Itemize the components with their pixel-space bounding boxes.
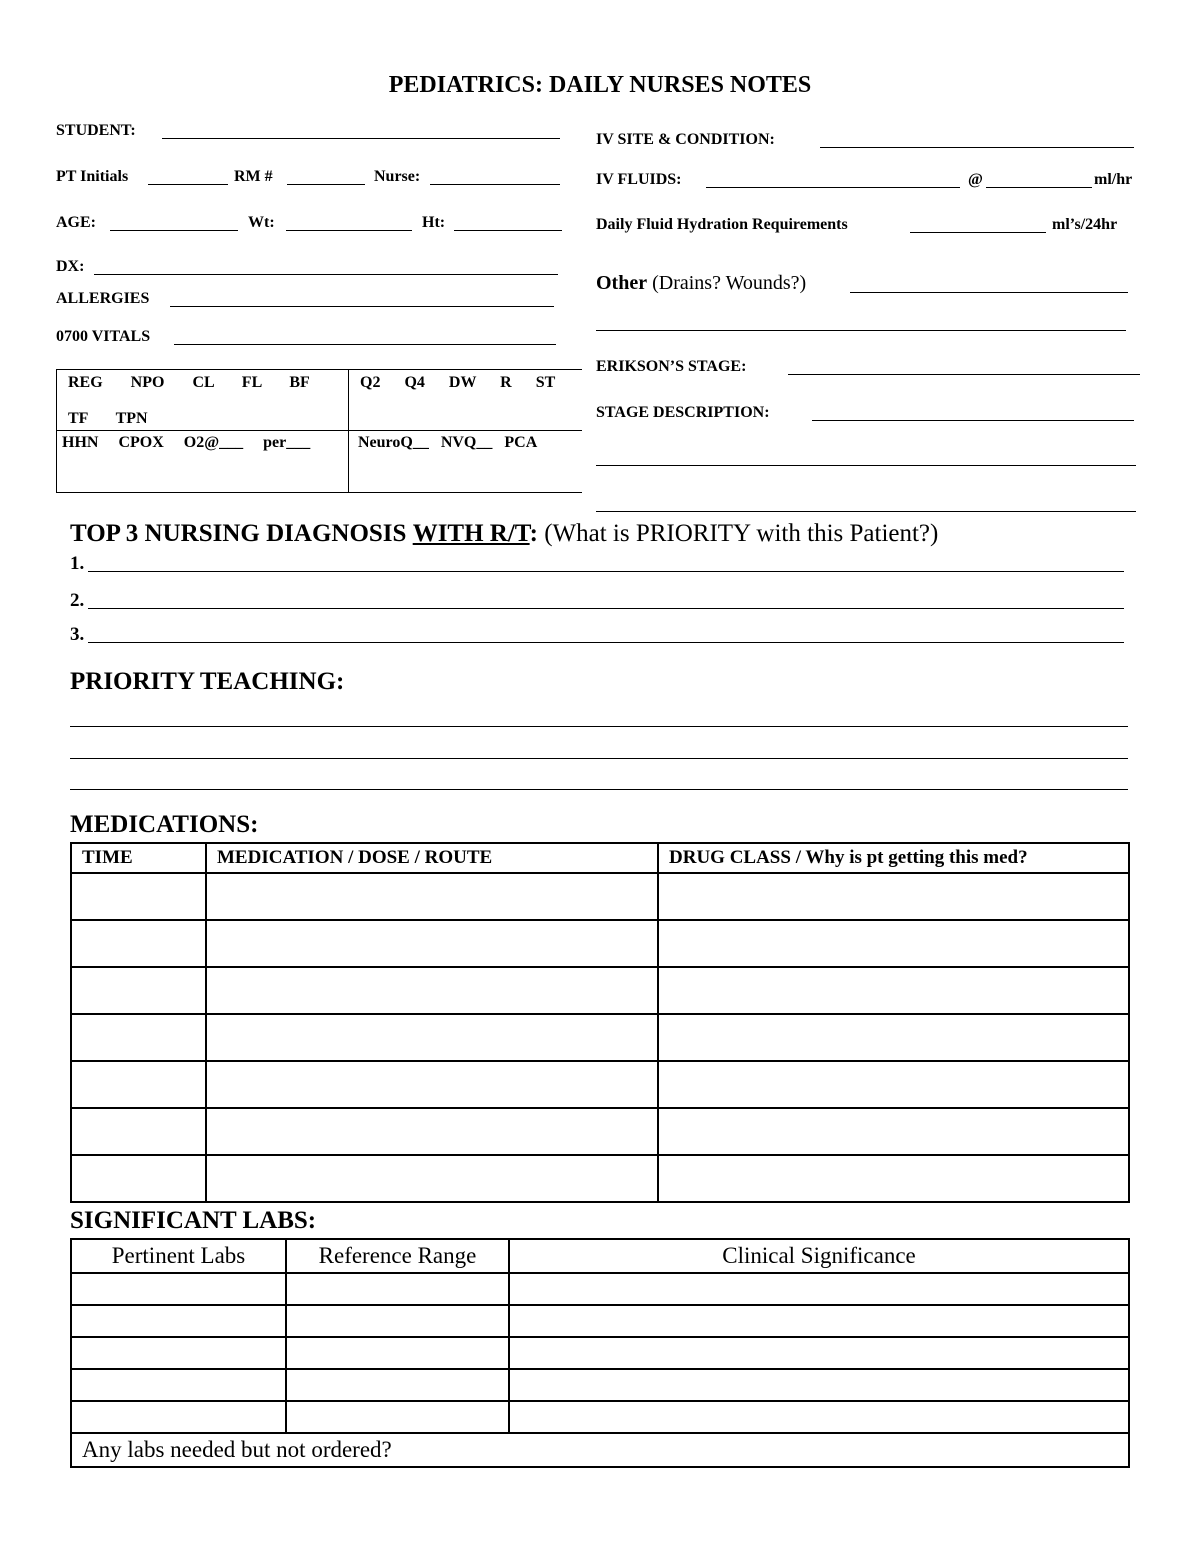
table-cell[interactable] xyxy=(286,1305,509,1337)
table-row xyxy=(71,1369,1129,1401)
orders-nutrition-options: TF TPN xyxy=(68,410,148,427)
table-cell[interactable] xyxy=(206,873,658,920)
table-cell[interactable] xyxy=(658,873,1129,920)
table-cell[interactable] xyxy=(206,967,658,1014)
student-label: STUDENT: xyxy=(56,122,136,139)
allergies-label: ALLERGIES xyxy=(56,290,150,307)
diagnosis-number-3: 3. xyxy=(70,624,85,645)
vitals-label: 0700 VITALS xyxy=(56,328,151,345)
nurse-field[interactable] xyxy=(430,184,560,185)
stage-description-label: STAGE DESCRIPTION: xyxy=(596,404,770,421)
table-cell[interactable] xyxy=(658,1108,1129,1155)
stage-description-field-3[interactable] xyxy=(596,511,1136,512)
table-row xyxy=(71,1108,1129,1155)
diagnosis-field-1[interactable] xyxy=(88,571,1124,572)
table-cell[interactable] xyxy=(71,1305,286,1337)
table-row xyxy=(71,1014,1129,1061)
ml-hr-label: ml/hr xyxy=(1094,171,1133,188)
table-cell[interactable] xyxy=(206,920,658,967)
column-header-time: TIME xyxy=(71,843,206,873)
medications-table xyxy=(70,842,1130,1203)
table-cell[interactable] xyxy=(509,1337,1129,1369)
medications-heading: MEDICATIONS: xyxy=(70,811,259,838)
pt-initials-label: PT Initials xyxy=(56,168,129,185)
table-cell[interactable] xyxy=(71,1337,286,1369)
table-row xyxy=(71,1155,1129,1202)
table-cell[interactable] xyxy=(71,1061,206,1108)
hydration-label: Daily Fluid Hydration Requirements xyxy=(596,216,848,233)
orders-diet-options: REG NPO CL FL BF xyxy=(68,374,310,391)
teaching-heading: PRIORITY TEACHING: xyxy=(70,668,345,695)
column-header-clinical-significance: Clinical Significance xyxy=(509,1239,1129,1273)
column-header-medication: MEDICATION / DOSE / ROUTE xyxy=(206,843,658,873)
diagnosis-field-3[interactable] xyxy=(88,642,1124,643)
erikson-field[interactable] xyxy=(788,374,1140,375)
mls-24hr-label: ml’s/24hr xyxy=(1052,216,1118,233)
table-cell[interactable] xyxy=(658,920,1129,967)
teaching-field-1[interactable] xyxy=(70,726,1128,727)
wt-field[interactable] xyxy=(286,230,412,231)
table-header-row xyxy=(71,843,1129,873)
table-cell[interactable] xyxy=(658,1155,1129,1202)
table-cell[interactable] xyxy=(71,1014,206,1061)
diagnosis-number-2: 2. xyxy=(70,590,85,611)
labs-table xyxy=(70,1238,1130,1468)
table-cell[interactable] xyxy=(509,1305,1129,1337)
allergies-field[interactable] xyxy=(170,306,554,307)
other-field-2[interactable] xyxy=(596,330,1126,331)
table-row xyxy=(71,1305,1129,1337)
dx-field[interactable] xyxy=(94,274,558,275)
table-cell[interactable] xyxy=(206,1014,658,1061)
table-cell[interactable] xyxy=(286,1401,509,1433)
column-header-reference-range: Reference Range xyxy=(286,1239,509,1273)
hydration-field[interactable] xyxy=(910,232,1046,233)
table-cell[interactable] xyxy=(286,1273,509,1305)
diagnosis-field-2[interactable] xyxy=(88,608,1124,609)
iv-site-field[interactable] xyxy=(820,147,1134,148)
table-cell[interactable] xyxy=(71,920,206,967)
pt-initials-field[interactable] xyxy=(148,184,228,185)
table-cell[interactable] xyxy=(509,1273,1129,1305)
table-row xyxy=(71,1061,1129,1108)
student-field[interactable] xyxy=(162,138,560,139)
table-cell[interactable] xyxy=(509,1401,1129,1433)
table-cell[interactable] xyxy=(71,1155,206,1202)
iv-at-label: @ xyxy=(968,171,983,188)
teaching-field-2[interactable] xyxy=(70,758,1128,759)
page-title: PEDIATRICS: DAILY NURSES NOTES xyxy=(388,72,812,98)
diagnosis-number-1: 1. xyxy=(70,553,85,574)
vitals-field[interactable] xyxy=(174,344,556,345)
stage-description-field-2[interactable] xyxy=(596,465,1136,466)
table-footer-row xyxy=(71,1433,1129,1467)
table-cell[interactable] xyxy=(286,1337,509,1369)
orders-respiratory-options: HHN CPOX O2@___ per___ xyxy=(62,434,311,451)
table-row xyxy=(71,1401,1129,1433)
ht-label: Ht: xyxy=(422,214,446,231)
table-cell[interactable] xyxy=(206,1155,658,1202)
iv-site-label: IV SITE & CONDITION: xyxy=(596,131,775,148)
age-label: AGE: xyxy=(56,214,96,231)
table-cell[interactable] xyxy=(71,967,206,1014)
dx-label: DX: xyxy=(56,258,85,275)
table-cell[interactable] xyxy=(658,1014,1129,1061)
teaching-field-3[interactable] xyxy=(70,789,1128,790)
table-row xyxy=(71,873,1129,920)
diagnosis-heading: TOP 3 NURSING DIAGNOSIS WITH R/T: (What is PRIORITY with this Patient?) xyxy=(70,520,939,547)
table-cell[interactable] xyxy=(71,873,206,920)
table-row xyxy=(71,1337,1129,1369)
table-cell[interactable] xyxy=(71,1273,286,1305)
table-row xyxy=(71,920,1129,967)
other-label: Other (Drains? Wounds?) xyxy=(596,272,807,294)
stage-description-field[interactable] xyxy=(812,420,1134,421)
table-cell[interactable] xyxy=(658,967,1129,1014)
table-cell[interactable] xyxy=(658,1061,1129,1108)
ht-field[interactable] xyxy=(454,230,562,231)
iv-fluids-label: IV FLUIDS: xyxy=(596,171,682,188)
column-header-pertinent-labs: Pertinent Labs xyxy=(71,1239,286,1273)
table-cell[interactable] xyxy=(509,1369,1129,1401)
rm-label: RM # xyxy=(234,168,273,185)
table-cell[interactable] xyxy=(71,1108,206,1155)
age-field[interactable] xyxy=(110,230,238,231)
table-cell[interactable] xyxy=(206,1108,658,1155)
other-field[interactable] xyxy=(850,292,1128,293)
rm-field[interactable] xyxy=(287,184,365,185)
table-cell[interactable] xyxy=(71,1401,286,1433)
iv-fluids-field[interactable] xyxy=(706,187,960,188)
nurse-label: Nurse: xyxy=(374,168,421,185)
iv-rate-field[interactable] xyxy=(986,187,1092,188)
table-cell[interactable] xyxy=(71,1369,286,1401)
table-row xyxy=(71,1273,1129,1305)
labs-heading: SIGNIFICANT LABS: xyxy=(70,1207,317,1234)
wt-label: Wt: xyxy=(248,214,275,231)
table-header-row xyxy=(71,1239,1129,1273)
column-header-drug-class: DRUG CLASS / Why is pt getting this med? xyxy=(658,843,1129,873)
orders-frequency-options: Q2 Q4 DW R ST xyxy=(360,374,556,391)
table-row xyxy=(71,967,1129,1014)
erikson-label: ERIKSON’S STAGE: xyxy=(596,358,747,375)
table-cell[interactable] xyxy=(206,1061,658,1108)
table-cell[interactable] xyxy=(286,1369,509,1401)
orders-neuro-options: NeuroQ__ NVQ__ PCA xyxy=(358,434,538,451)
labs-not-ordered-field[interactable]: Any labs needed but not ordered? xyxy=(71,1433,1129,1467)
